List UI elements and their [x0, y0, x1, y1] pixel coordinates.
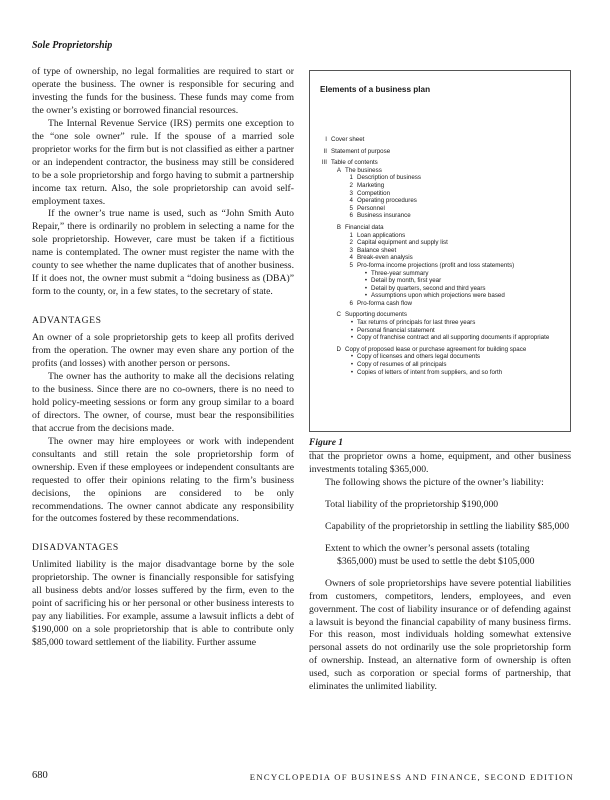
outline-marker: 6: [349, 299, 353, 307]
outline-marker: 2: [349, 181, 353, 189]
outline-text: Pro-forma income projections (profit and loss statements): [357, 261, 515, 269]
outline-text: Description of business: [357, 174, 421, 182]
outline-text: Pro-forma cash flow: [357, 299, 413, 307]
outline-text: Loan applications: [357, 231, 406, 239]
outline-marker: II: [323, 147, 327, 155]
outline-text: Three-year summary: [371, 269, 429, 277]
outline-text: Cover sheet: [331, 136, 365, 143]
outline-text: Balance sheet: [357, 246, 397, 254]
outline-item: [310, 270, 570, 278]
outline-marker: 4: [349, 254, 353, 262]
outline-item: [310, 197, 570, 205]
outline-text: Tax returns of principals for last three years: [357, 319, 476, 327]
outline-text: Operating procedures: [357, 197, 417, 205]
page-number: 680: [32, 770, 48, 781]
outline-item: [310, 262, 570, 270]
outline-item: [310, 232, 570, 240]
outline-marker: 1: [349, 174, 353, 182]
business-plan-figure: [309, 70, 571, 432]
outline-item: [310, 346, 570, 354]
disadvantages-paragraph: Unlimited liability is the major disadvantage borne by the sole proprietorship. The owner is financially responsible for satisfying all business debts and/or losses suffered by the firm, even to the point of sacrificing his or her personal or other business interests to pay any liabilities. For example, assume a lawsuit inflicts a debt of $190,000 on a sole proprietorship that is able to contribute only $85,000 toward settlement of the liability. Further assume: [32, 559, 294, 649]
intro-paragraph: of type of ownership, no legal formalities are required to start or operate the business. The owner is responsible for securing and investing the funds for the business. These funds may come from the owner’s existing or borrowed financial resources.: [32, 66, 294, 116]
right-column: [309, 451, 571, 694]
outline-text: Personal financial statement: [357, 326, 435, 334]
outline-text: Financial data: [345, 223, 384, 231]
outline-marker: •: [350, 326, 353, 334]
outline-text: Table of contents: [331, 159, 378, 167]
liability-capability: Capability of the proprietorship in settling the liability $85,000: [325, 520, 570, 532]
outline-marker: •: [364, 269, 367, 277]
outline-text: Break-even analysis: [357, 254, 413, 262]
outline-text: Detail by quarters, second and third years: [371, 284, 486, 292]
right-paragraph: that the proprietor owns a home, equipment, and other business investments totaling $365,000.: [309, 451, 571, 475]
outline-item: [310, 285, 570, 293]
outline-item: [310, 319, 570, 327]
disadvantages-heading: DISADVANTAGES: [32, 542, 119, 554]
outline-text: Personnel: [357, 204, 385, 212]
outline-item: [310, 300, 570, 308]
book-title: ENCYCLOPEDIA OF BUSINESS AND FINANCE, SECOND EDITION: [249, 772, 574, 782]
outline-text: Marketing: [357, 181, 385, 189]
intro-paragraph: The Internal Revenue Service (IRS) permits one exception to the “one sole owner” rule. If the spouse of a married sole proprietor works for the firm but is not classified as either a partner or an independent contractor, the business may still be considered to be a sole proprietorship and forgo having to submit a partnership income tax return. Also, the sole proprietorship can avoid self-employment taxes.: [32, 117, 294, 207]
spacer: [309, 569, 571, 578]
outline-marker: A: [336, 166, 341, 174]
left-column: [32, 66, 294, 650]
outline-item: [310, 369, 570, 377]
outline-item: [310, 353, 570, 361]
outline-text: Copy of franchise contract and all supporting documents if appropriate: [357, 334, 550, 342]
outline-marker: •: [364, 277, 367, 285]
outline-item: [310, 254, 570, 262]
outline-text: Capital equipment and supply list: [357, 239, 448, 247]
liability-total: Total liability of the proprietorship $190,000: [325, 498, 499, 510]
liability-extent: Extent to which the owner’s personal assets (totaling $365,000) must be used to settle the debt $105,000: [325, 542, 535, 567]
right-paragraph: The following shows the picture of the owner’s liability:: [325, 476, 544, 488]
outline-marker: D: [336, 345, 341, 353]
outline-marker: 1: [349, 231, 353, 239]
outline-text: Statement of purpose: [331, 147, 391, 155]
outline-text: Copy of resumes of all principals: [357, 361, 447, 369]
outline-marker: •: [350, 368, 353, 376]
intro-paragraph: If the owner’s true name is used, such as “John Smith Auto Repair,” there is ordinarily no problem in selecting a name for the sole proprietorship. However, care must be taken if a fictitious name is contemplated. The owner must register the name with the county to see whether the name duplicates that of another business. If it does not, the owner must submit a “doing business as (DBA)” form to the county, or, in a few states, to the secretary of state.: [32, 208, 294, 298]
outline-item: [310, 247, 570, 255]
outline-marker: 5: [349, 204, 353, 212]
outline-text: Assumptions upon which projections were based: [371, 292, 505, 300]
outline-marker: I: [325, 136, 327, 143]
outline-item: [310, 174, 570, 182]
outline-text: Supporting documents: [345, 311, 407, 319]
outline-marker: •: [350, 319, 353, 327]
outline-text: Detail by month, first year: [371, 277, 442, 285]
running-head: Sole Proprietorship: [32, 40, 113, 51]
outline-marker: III: [321, 159, 327, 167]
outline-marker: 2: [349, 239, 353, 247]
outline-item: [310, 159, 570, 167]
figure-outline-list: [310, 136, 570, 376]
outline-item: [310, 239, 570, 247]
outline-marker: 6: [349, 212, 353, 220]
outline-text: Business insurance: [357, 212, 411, 220]
outline-marker: B: [336, 223, 341, 231]
outline-item: [310, 277, 570, 285]
outline-item: [310, 311, 570, 319]
outline-item: [310, 334, 570, 342]
outline-item: [310, 167, 570, 175]
outline-marker: C: [336, 311, 341, 319]
outline-item: [310, 212, 570, 220]
outline-item: [310, 136, 570, 144]
outline-marker: 5: [349, 261, 353, 269]
outline-item: [310, 205, 570, 213]
advantages-paragraph: The owner has the authority to make all the decisions relating to the business. Since there are no co-owners, there is no need to hold policy-meeting sessions or form any group similar to a board of directors. The owner, of course, must bear the responsibilities that accrue from the decisions made.: [32, 370, 294, 434]
outline-marker: •: [364, 284, 367, 292]
outline-marker: •: [364, 292, 367, 300]
outline-marker: •: [350, 353, 353, 361]
outline-item: [310, 327, 570, 335]
outline-item: [310, 224, 570, 232]
outline-marker: •: [350, 361, 353, 369]
outline-item: [310, 148, 570, 156]
outline-text: Copy of licenses and others legal documents: [357, 353, 481, 361]
outline-marker: •: [350, 334, 353, 342]
advantages-heading: ADVANTAGES: [32, 315, 102, 327]
outline-item: [310, 182, 570, 190]
outline-item: [310, 361, 570, 369]
outline-marker: 3: [349, 246, 353, 254]
outline-text: Competition: [357, 189, 391, 197]
outline-marker: 4: [349, 197, 353, 205]
figure-caption: Figure 1: [309, 438, 344, 448]
outline-text: Copy of proposed lease or purchase agreement for building space: [345, 345, 527, 353]
outline-text: Copies of letters of intent from suppliers, and so forth: [357, 368, 503, 376]
advantages-paragraph: An owner of a sole proprietorship gets to keep all profits derived from the operation. The owner may even share any portion of the profits (and losses) with another person or persons.: [32, 332, 294, 370]
outline-item: [310, 190, 570, 198]
outline-text: The business: [345, 166, 382, 174]
outline-item: [310, 292, 570, 300]
outline-marker: 3: [349, 189, 353, 197]
advantages-paragraph: The owner may hire employees or work with independent consultants and still retain the sole proprietorship form of ownership. Even if these employees or independent consultants are requested to offer their opinions relating to the firm’s business decisions, the opinions are considered to be only recommendations. The owner cannot abdicate any responsibility for the outcomes fostered by these recommendations.: [32, 435, 294, 525]
figure-title: Elements of a business plan: [320, 85, 431, 94]
right-paragraph: Owners of sole proprietorships have severe potential liabilities from customers, competitors, lenders, employees, and even government. The cost of liability insurance or of defending against a lawsuit is beyond the financial capability of many business firms. For this reason, most individuals holding somewhat extensive personal assets do not ordinarily use the sole proprietorship form of ownership. Instead, an alternative form of ownership is often used, such as corporation or special forms of partnership, that eliminates the unlimited liability.: [309, 577, 571, 693]
